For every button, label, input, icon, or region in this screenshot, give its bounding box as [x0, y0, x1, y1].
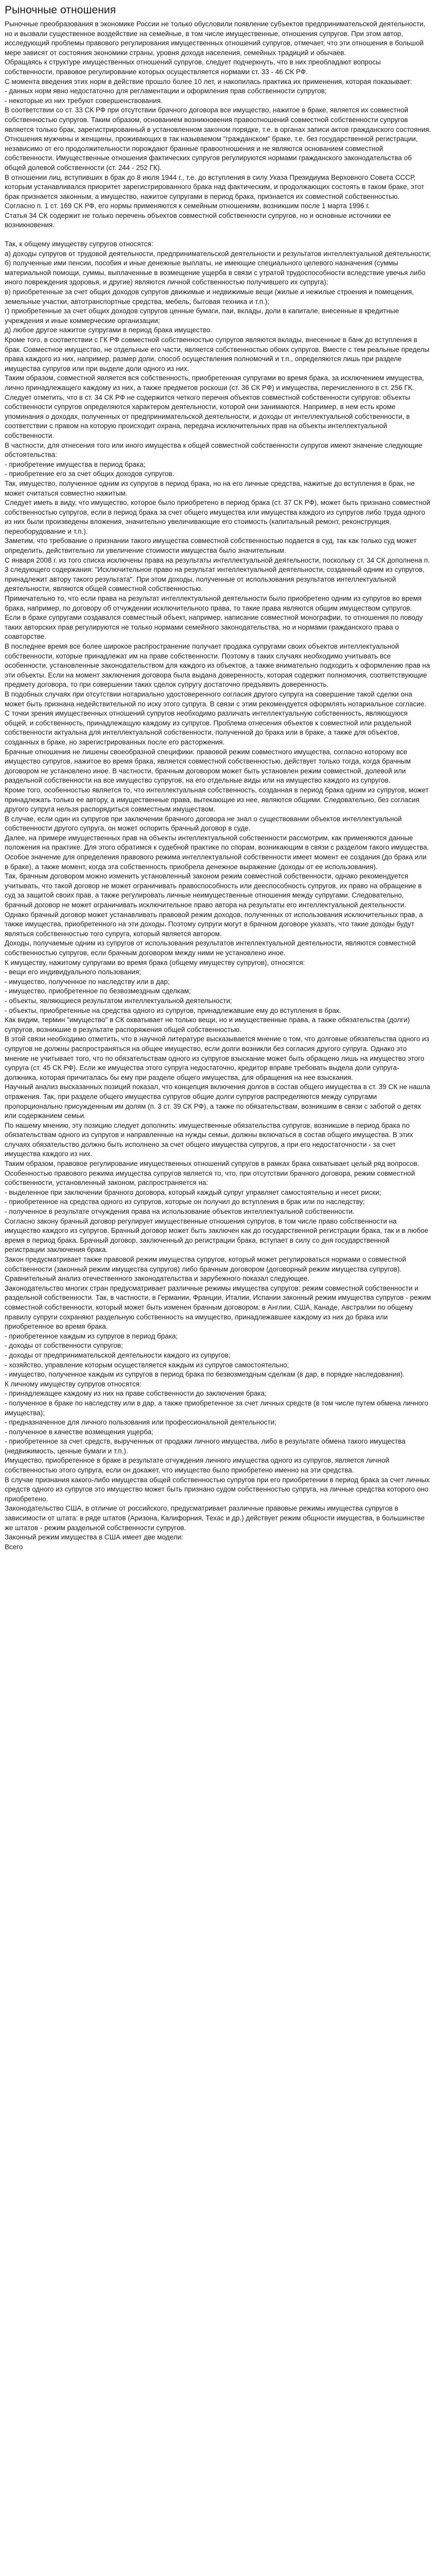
article-paragraph: Сравнительный анализ отечественного законодательства и зарубежного показал следующее.	[5, 1275, 310, 1283]
article-paragraph: Таким образом, правовое регулирование имущественных отношений супругов в рамках брака охватывает целый ряд вопросов.	[5, 1160, 420, 1168]
article-paragraph: - некоторые из них требуют совершенствования.	[5, 96, 163, 105]
article-paragraph: С января 2008 г. из того списка исключены права на результаты интеллектуальной деятельности, поскольку ст. 34 СК дополнена п. 3 следующего содержания: "Исключительное право на результат интеллектуальной деятельности, созданный одним из супругов, принадлежит автору такого результата". При этом доходы, полученные от использования результатов интеллектуальной деятельности, являются общей совместной собственностью.	[5, 556, 432, 593]
article-paragraph: Брачные отношения не лишены своеобразной специфики: правовой режим совместного имущества, согласно которому все имущество супругов, нажитое во время брака, является совместной собственностью, действует только тогда, когда брачным договором не установлено иное. В частности, брачным договором может быть установлен режим совместной, долевой или раздельной собственности на все имущество супругов, на его отдельные виды или на имущество каждого из супругов.	[5, 748, 413, 785]
article-paragraph: Законодательство США, в отличие от российского, предусматривает различные правовые режимы имущества супругов в зависимости от штата: в ряде штатов (Аризона, Калифорния, Техас и др.) действует режим общности имущества, в большинстве же штатов - режим раздельной собственности супругов.	[5, 1504, 427, 1532]
article-paragraph: в) приобретенные за счет общих доходов супругов движимые и недвижимые вещи (жилые и нежилые строения и помещения, земельные участки, автотранспортные средства, мебель, бытовая техника и т.п.);	[5, 288, 416, 306]
article-paragraph: В случае, если один из супругов при заключении брачного договора не знал о существовании объектов интеллектуальной собственности другого супруга, он может оспорить брачный договор в суде.	[5, 815, 404, 833]
article-paragraph: По нашему мнению, эту позицию следует дополнить: имущественные обязательства супругов, возникшие в период брака по обязательствам одного из супругов и направленные на нужды семьи, должны включаться в состав общего имущества. В этих случаях обязательство должно быть исполнено за счет общего имущества супругов, а при его недостаточности - за счет имущества каждого из них.	[5, 1121, 415, 1158]
article-body	[5, 20, 431, 1552]
article-paragraph: Если в браке супругами создавался совместный объект, например, написание совместной монографии, то отношения по поводу таких авторских прав регулируются не только нормами семейного законодательства, но и нормами гражданского права о соавторстве.	[5, 614, 425, 641]
article-paragraph: Как видим, термин "имущество" в СК охватывает не только вещи, но и имущественные права, а также обязательства (долги) супругов, возникшие в результате распоряжения общей собственностью.	[5, 1016, 412, 1033]
article-paragraph: - доходы от предпринимательской деятельности каждого из супругов;	[5, 1351, 231, 1359]
article-paragraph: - имущество, полученное каждым из супругов в период брака по безвозмездным сделкам (в дар, в порядке наследования).	[5, 1370, 405, 1379]
article-paragraph: Следует иметь в виду, что имущество, которое было приобретено в период брака (ст. 37 СК РФ), может быть признано совместной собственностью супругов, если в период брака за счет общего имущества или имущества каждого из супругов либо труда одного из них были произведены вложения, значительно увеличивающие его стоимость (капитальный ремонт, реконструкция, переоборудование и т.п.).	[5, 499, 432, 535]
article-paragraph: - имущество, полученное по наследству или в дар;	[5, 977, 170, 986]
article-paragraph: К имуществу, нажитому супругами во время брака (общему имуществу супругов), относятся:	[5, 958, 305, 967]
article-paragraph: Так, к общему имуществу супругов относятся:	[5, 240, 153, 248]
article-paragraph: - полученное в качестве возмещения ущерба;	[5, 1428, 153, 1436]
article-paragraph: - доходы от собственности супругов;	[5, 1342, 123, 1350]
article-paragraph: г) приобретенные за счет общих доходов супругов ценные бумаги, паи, вклады, доли в капитале, внесенные в кредитные учреждения и иные коммерческие организации;	[5, 307, 401, 325]
article-paragraph: - объекты, являющиеся результатом интеллектуальной деятельности;	[5, 996, 232, 1005]
article-paragraph: - вещи его индивидуального пользования;	[5, 968, 142, 976]
article-paragraph: Особенностью правового режима имущества супругов является то, что, при отсутствии брачного договора, режим совместной собственности, установленный законом, распространяется на:	[5, 1169, 417, 1187]
article-paragraph: - выделенное при заключении брачного договора, который каждый супруг управляет самостоятельно и несет риски;	[5, 1188, 381, 1196]
article-paragraph: - приобретенное на средства одного из супругов, которые он получил до вступления в брак или по наследству;	[5, 1198, 365, 1206]
article-paragraph: - хозяйство, управление которым осуществляется каждым из супругов самостоятельно;	[5, 1361, 289, 1369]
article-paragraph: Научный анализ высказанных позиций показал, что концепция включения долгов в состав общего имущества в ст. 39 СК не нашла отражения. Так, при разделе общего имущества супругов общие долги супругов распределяются между супругами пропорционально присужденным им долям (п. 3 ст. 39 СК РФ), а также по обязательствам, возникшим в связи с заботой о детях или содержанием семьи.	[5, 1083, 432, 1120]
article-paragraph: - предназначенное для личного пользования или профессиональной деятельности;	[5, 1418, 276, 1427]
article-paragraph: - данных норм явно недостаточно для регламентации и оформления прав собственности супругов;	[5, 87, 327, 95]
article-paragraph: а) доходы супругов от трудовой деятельности, предпринимательской деятельности и результатов интеллектуальной деятельности;	[5, 249, 431, 258]
article-paragraph: Согласно закону брачный договор регулирует имущественные отношения супругов, в том числе право собственности на имущество каждого из супругов. Брачный договор может быть заключен как до государственной регистрации брака, так и в любое время в период брака. Брачный договор, заключенный до регистрации брака, вступает в силу со дня государственной регистрации заключения брака.	[5, 1217, 430, 1254]
article-paragraph: - имущество, приобретенное по безвозмездным сделкам;	[5, 987, 191, 995]
article-paragraph: Законный режим имущества в США имеет две модели:	[5, 1533, 183, 1541]
article-paragraph: Заметим, что требование о признании такого имущества совместной собственностью подается в суд, так как только суд может определить, действительно ли увеличение стоимости имущества было значительным.	[5, 537, 419, 555]
article-paragraph: Следует отметить, что в ст. 34 СК РФ не содержится четкого перечня объектов совместной собственности супругов: объекты собственности супругов определяются характером деятельности, которой они занимаются. Например, в нем есть кроме упоминания о доходах, полученных от предпринимательской деятельности, и доходы от интеллектуальной собственности, в соответствии с правом на которую происходит охрана, передача исключительных прав на объекты интеллектуальной собственности.	[5, 393, 412, 439]
article-paragraph: Так, брачным договором можно изменить установленный законом режим совместной собственности, однако рекомендуется учитывать, что такой договор не может ограничивать правоспособность или дееспособность супругов, их право на обращение в суд за защитой своих прав, а также регулировать личные неимущественные отношения между супругами. Следовательно, брачный договор не может ограничивать исключительное право автора на результаты его интеллектуальной деятельности.	[5, 872, 424, 909]
article-paragraph: Так, имущество, полученное одним из супругов в период брака, но на его личные средства, нажитые до вступления в брак, не может считаться совместно нажитым.	[5, 479, 417, 497]
article-paragraph: Законодательство многих стран предусматривает различные режимы имущества супругов: режим совместной собственности и раздельной собственности. Так, в частности, в Германии, Франции, Италии, Испании законный режим имущества супругов - режим совместной собственности, который может быть изменен брачным договором; в Англии, США, Канаде, Австралии по общему правилу супруги сохраняют раздельную собственность на имущество, принадлежавшее каждому из них до брака или приобретенное во время брака.	[5, 1284, 433, 1331]
article-paragraph: В отношении лиц, вступивших в брак до 8 июля 1944 г., т.е. до вступления в силу Указа Президиума Верховного Совета СССР, которым устанавливался приоритет зарегистрированного брака над фактическим, и продолжающих состоять в таком браке, этот брак признается законным, а имущество, нажитое супругами в период брака, признается их совместной собственностью. Согласно п. 1 ст. 169 СК РФ, его нормы применяются к семейным отношениям, возникшим после 1 марта 1996 г.	[5, 173, 426, 210]
article-paragraph: В случае признания какого-либо имущества общей собственностью супругов при его приобретении в период брака за счет личных средств одного из супругов это имущество может быть признано судом собственностью супруга, на личные средства которого оно приобретено.	[5, 1476, 432, 1503]
article-paragraph: Примечательно то, что если права на результат интеллектуальной деятельности было приобретено одним из супругов во время брака, например, по договору об отчуждении исключительного права, то такие права являются общим имуществом супругов.	[5, 595, 424, 612]
article-paragraph: д) любое другое нажитое супругами в период брака имущество.	[5, 326, 213, 334]
article-paragraph: - полученное в результате отчуждения права на использование объектов интеллектуальной собственности.	[5, 1208, 355, 1216]
article-paragraph: Закон предусматривает также правовой режим имущества супругов, который может регулироваться нормами о совместной собственности (законный режим имущества супругов) либо брачным договором (договорный режим имущества супругов).	[5, 1256, 408, 1273]
article-paragraph: С точки зрения имущественных отношений супругов необходимо различать интеллектуальную собственность, являющуюся общей, и собственность, принадлежащую каждому из супругов. Проблема отнесения объектов к совместной или раздельной собственности актуальна для интеллектуальной собственности, полученной до брака или в браке, а также для объектов, созданных в браке, но зарегистрированных после его расторжения.	[5, 709, 413, 746]
article-paragraph: Кроме того, в соответствии с ГК РФ совместной собственностью супругов являются вклады, внесенные в банк до вступления в брак. Совместное имущество, не отдельные его части, является собственностью обоих супругов. Вместе с тем реальные пределы права каждого из них, например, размер доли, способ осуществления полномочий и т.п., определяются лишь при разделе имущества супругов или при выделе доли одного из них.	[5, 336, 431, 372]
article-paragraph: - принадлежащее каждому из них на праве собственности до заключения брака;	[5, 1389, 267, 1398]
article-paragraph: Далее, на примере имущественных прав на объекты интеллектуальной собственности рассмотрим, как применяются данные положения на практике. Для этого обратимся к судебной практике по спорам, возникающим в связи с разделом такого имущества.	[5, 834, 429, 852]
article-paragraph: В соответствии со ст. 33 СК РФ при отсутствии брачного договора все имущество, нажитое в браке, является их совместной собственностью супругов. Таким образом, основанием возникновения правоотношений совместной собственности супругов является только брак, зарегистрированный в установленном законом порядке, т.е. в органах записи актов гражданского состояния. Отношения мужчины и женщины, проживающих в так называемом "гражданском" браке, т.е. без государственной регистрации, независимо от его продолжительности порождают бранные правоотношения и не являются основанием совместной собственности. Имущественные отношения фактических супругов регулируются нормами гражданского законодательства об общей долевой собственности (ст. 244 - 252 ГК).	[5, 106, 433, 172]
article-paragraph: Таким образом, совместной является вся собственность, приобретенная супругами во время брака, за исключением имущества, лично принадлежащего каждому из них, а также предметов роскоши (ст. 36 СК РФ) и имущества, перечисленного в ст. 256 ГК.	[5, 374, 426, 392]
article-paragraph: В последнее время все более широкое распространение получает продажа супругами своих объектов интеллектуальной собственности, которые принадлежат им на праве собственности. Поэтому в таких случаях необходимо учитывать все особенности, установленные законодательством для каждого из объектов, а также внимательно подходить к оформлению прав на эти объекты. Если на момент заключения договора была выдана доверенность, которая содержит полномочия, соответствующие предмету договора, то при совершении таких сделок супругу достаточно предъявить доверенность.	[5, 642, 432, 689]
article-paragraph: - приобретенное за счет средств, вырученных от продажи личного имущества, либо в результате обмена такого имущества (недвижимость, ценные бумаги и т.п.).	[5, 1437, 408, 1455]
article-paragraph: Однако брачный договор может устанавливать правовой режим доходов, полученных от использования исключительных прав, а также имущества, приобретенного на эти доходы. Поэтому супруги могут в брачном договоре указать, что такие доходы будут являться собственностью того супруга, который является автором.	[5, 910, 425, 938]
article-paragraph: - приобретение имущества в период брака;	[5, 460, 146, 468]
article-paragraph: б) полученные ими пенсии, пособия и иные денежные выплаты, не имеющие специального целевого назначения (суммы материальной помощи, суммы, выплаченные в возмещение ущерба в связи с утратой трудоспособности вследствие увечья либо иного повреждения здоровья, и другие) являются личной собственностью получившего их супруга);	[5, 259, 428, 286]
article-paragraph: В подобных случаях при отсутствии нотариально удостоверенного согласия другого супруга на совершение такой сделки она может быть признана недействительной по иску этого супруга. В связи с этим рекомендуется оформлять нотариальное согласие.	[5, 690, 427, 708]
article-paragraph: Статья 34 СК содержит не только перечень объектов совместной собственности супругов, но и основные источники ее возникновения.	[5, 211, 393, 229]
article-paragraph: Имущество, приобретенное в браке в результате отчуждения личного имущества одного из супругов, является личной собственностью этого супруга, если он докажет, что имущество было приобретено именно на эти средства.	[5, 1456, 391, 1475]
article-paragraph: Рыночные преобразования в экономике России не только обусловили появление субъектов предпринимательской деятельности, но и вызвали существенное воздействие на семейные, в том числе имущественные, отношения супругов. При этом автор, исследующий проблемы правового регулирования имущественных отношений супругов, отмечает, что эти отношения в большой мере зависят от состояния экономики страны, уровня дохода населения, семейных традиций и обычаев.	[5, 20, 428, 57]
article-paragraph: Обращаясь к структуре имущественных отношений супругов, следует подчеркнуть, что в них преобладают вопросы собственности, правовое регулирование которых осуществляется нормами ст. 33 - 46 СК РФ.	[5, 58, 383, 76]
article-paragraph: В частности, для отнесения того или иного имущества к общей совместной собственности супругов имеют значение следующие обстоятельства:	[5, 441, 424, 459]
article-paragraph: С момента введения этих норм в действие прошло более 10 лет, и накопилась практика их применения, которая показывает:	[5, 77, 412, 86]
article-paragraph: К личному имуществу супругов относятся:	[5, 1380, 142, 1388]
article-paragraph: - полученное в браке по наследству или в дар, а также приобретенное за счет личных средств (в том числе путем обмена личного имущества);	[5, 1399, 430, 1417]
article-paragraph: - приобретенное каждым из супругов в период брака;	[5, 1332, 178, 1340]
article-paragraph: Всего	[5, 1543, 23, 1551]
article-paragraph: - объекты, приобретенные на средства одного из супругов, принадлежавшие ему до вступления в брак.	[5, 1006, 341, 1014]
article-paragraph: Доходы, получаемые одним из супругов от использования результатов интеллектуальной деятельности, являются совместной собственностью супругов, если брачным договором между ними не установлено иное.	[5, 939, 418, 957]
article-paragraph: Особое значение для определения правового режима интеллектуальной собственности имеет момент ее создания (до брака или в браке), а также момент, когда эта собственность приобрела денежное выражение (доходы от ее использования).	[5, 853, 429, 871]
article-title: Рыночные отношения	[5, 4, 116, 16]
article-paragraph: В этой связи необходимо отметить, что в научной литературе высказывается мнение о том, что долговые обязательства одного из супругов не должны распространяться на общее имущество, если долги возникли без согласия другого супруга. Однако это мнение не учитывает того, что по обязательствам одного из супругов взыскание может быть обращено лишь на имущество этого супруга (ст. 45 СК РФ). Если же имущества этого супруга недостаточно, кредитор вправе требовать выдела доли супруга-должника, которая причиталась бы ему при разделе общего имущества, для обращения на нее взыскания.	[5, 1035, 431, 1081]
article-paragraph: - приобретение его за счет общих доходов супругов.	[5, 470, 175, 478]
article-paragraph: Кроме того, особенностью является то, что интеллектуальная собственность, созданная в период брака одним из супругов, может принадлежать только ее автору, а имущественные права, вытекающие из нее, являются общими. Следовательно, без согласия другого супруга нельзя распорядиться совместным имуществом.	[5, 786, 431, 814]
